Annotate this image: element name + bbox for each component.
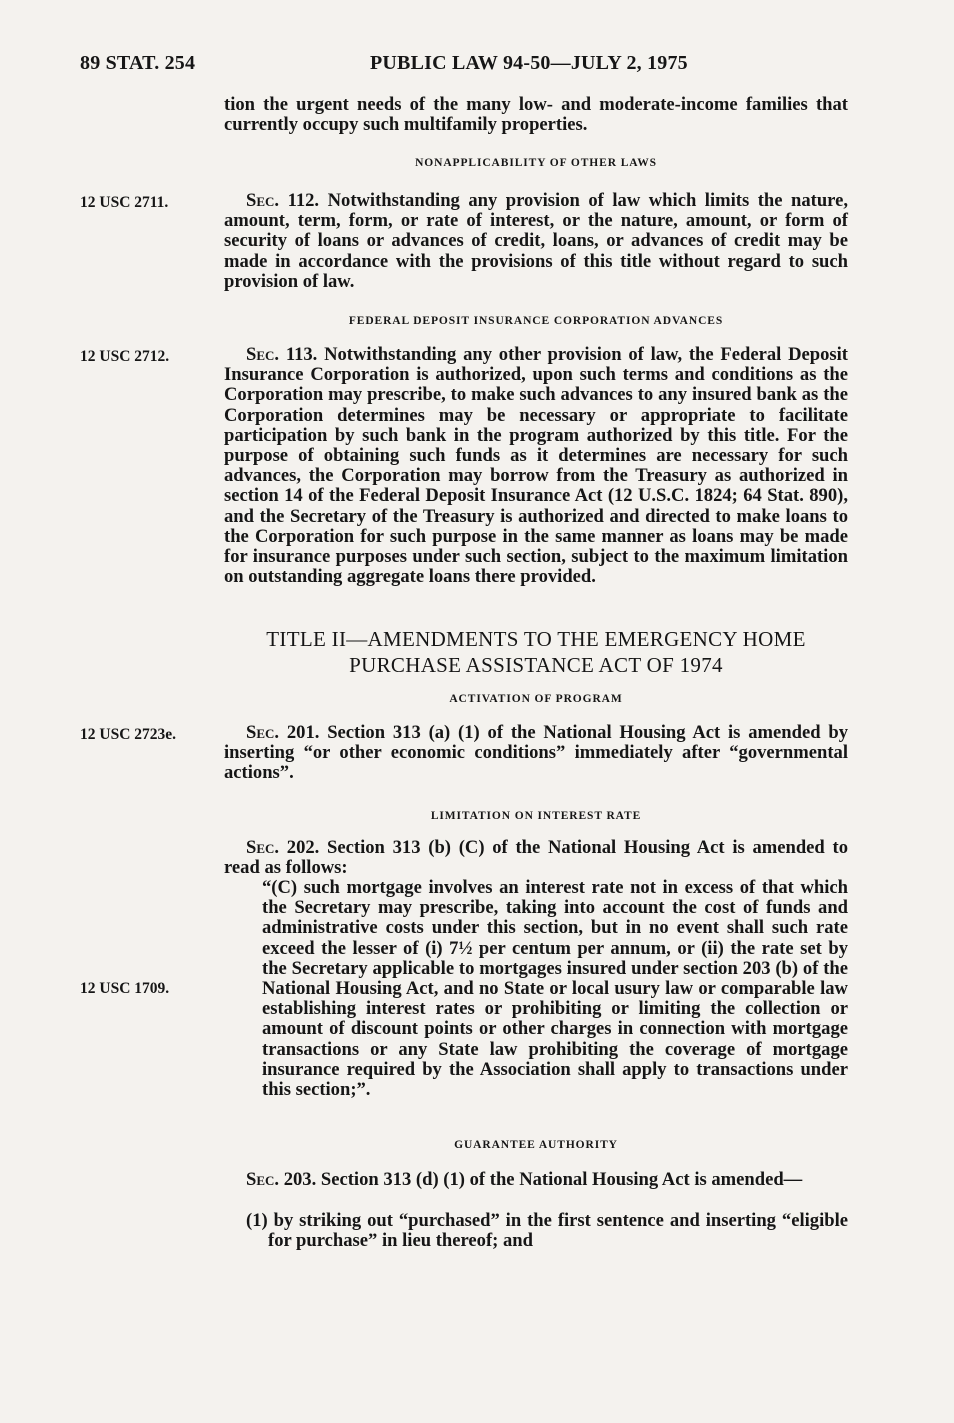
title-heading-line-2: PURCHASE ASSISTANCE ACT OF 1974 [349,653,723,677]
section-203-paragraph [224,1170,848,1190]
section-202-paragraph [224,838,848,878]
section-201-paragraph [224,723,848,784]
section-label: Sec. [246,190,280,211]
section-heading-112: NONAPPLICABILITY OF OTHER LAWS [415,157,657,169]
section-heading-201: ACTIVATION OF PROGRAM [449,693,623,705]
section-202-text: 202. Section 313 (b) (C) of the National Housing Act is amended to read as follows: [224,837,848,879]
continuation-paragraph: tion the urgent needs of the many low- and moderate-income families that currently occupy such multifamily properties. [224,94,848,136]
section-203-text: 203. Section 313 (d) (1) of the National Housing Act is amended— [279,1169,803,1190]
section-label: Sec. [246,1169,280,1190]
amendment-item-1: (1) by striking out “purchased” in the first sentence and inserting “eligible for purchase” in lieu thereof; and [246,1210,848,1252]
section-heading-202: LIMITATION ON INTEREST RATE [430,810,642,822]
section-label: Sec. [246,837,280,858]
running-header: PUBLIC LAW 94-50—JULY 2, 1975 [370,52,688,74]
quoted-amendment-text: “(C) such mortgage involves an interest rate not in excess of that which the Secretary may prescribe, taking into account the cost of funds and administrative costs under this section, but in no event shall such rate exceed the lesser of (i) 7½ per centum per annum, or (ii) the rate set by the Secretary applicable to mortgages insured under section 203 (b) of the National Housing Act, and no State or local usury law or comparable law establishing interest rates or prohibiting or limiting the collection or amount of discount points or other charges in connection with mortgage transactions or any State law prohibiting the coverage of mortgage insurance required by the Association shall apply to transactions under this section;”. [262,877,848,1101]
section-112-text: 112. Notwithstanding any provision of law which limits the nature, amount, term, form, or rate of interest, or the nature, amount, or form of security of loans or advances of credit, loans, or advances of credit may be made in accordance with the provisions of this title without regard to such provision of law. [224,190,848,292]
section-112-paragraph [224,191,848,292]
margin-citation-113: 12 USC 2712. [80,348,170,365]
margin-citation-201: 12 USC 2723e. [80,726,177,743]
section-201-text: 201. Section 313 (a) (1) of the National Housing Act is amended by inserting “or other economic conditions” immediately after “governmental actions”. [224,722,848,784]
section-heading-113: FEDERAL DEPOSIT INSURANCE CORPORATION ADVANCES [348,315,724,327]
section-heading-203: GUARANTEE AUTHORITY [454,1139,618,1151]
margin-citation-112: 12 USC 2711. [80,194,169,211]
section-label: Sec. [246,344,280,365]
margin-citation-202: 12 USC 1709. [80,980,170,997]
section-113-paragraph [224,345,848,587]
section-113-text: 113. Notwithstanding any other provision of law, the Federal Deposit Insurance Corporation is authorized, upon such terms and conditions as the Corporation may prescribe, to make such advances to any insured bank as the Corporation determines may be necessary or appropriate to facilitate participation by such bank in the program authorized by this title. For the purpose of obtaining such funds as it determines are necessary for such advances, the Corporation may borrow from the Treasury as authorized in section 14 of the Federal Deposit Insurance Act (12 U.S.C. 1824; 64 Stat. 890), and the Secretary of the Treasury is authorized and directed to make loans to the Corporation for such purpose in the same manner as loans may be made for insurance purposes under such section, subject to the maximum limitation on outstanding aggregate loans there provided. [224,344,848,588]
statute-page-number: 89 STAT. 254 [80,52,196,74]
title-heading-line-1: TITLE II—AMENDMENTS TO THE EMERGENCY HOME [266,627,806,651]
section-label: Sec. [246,722,280,743]
